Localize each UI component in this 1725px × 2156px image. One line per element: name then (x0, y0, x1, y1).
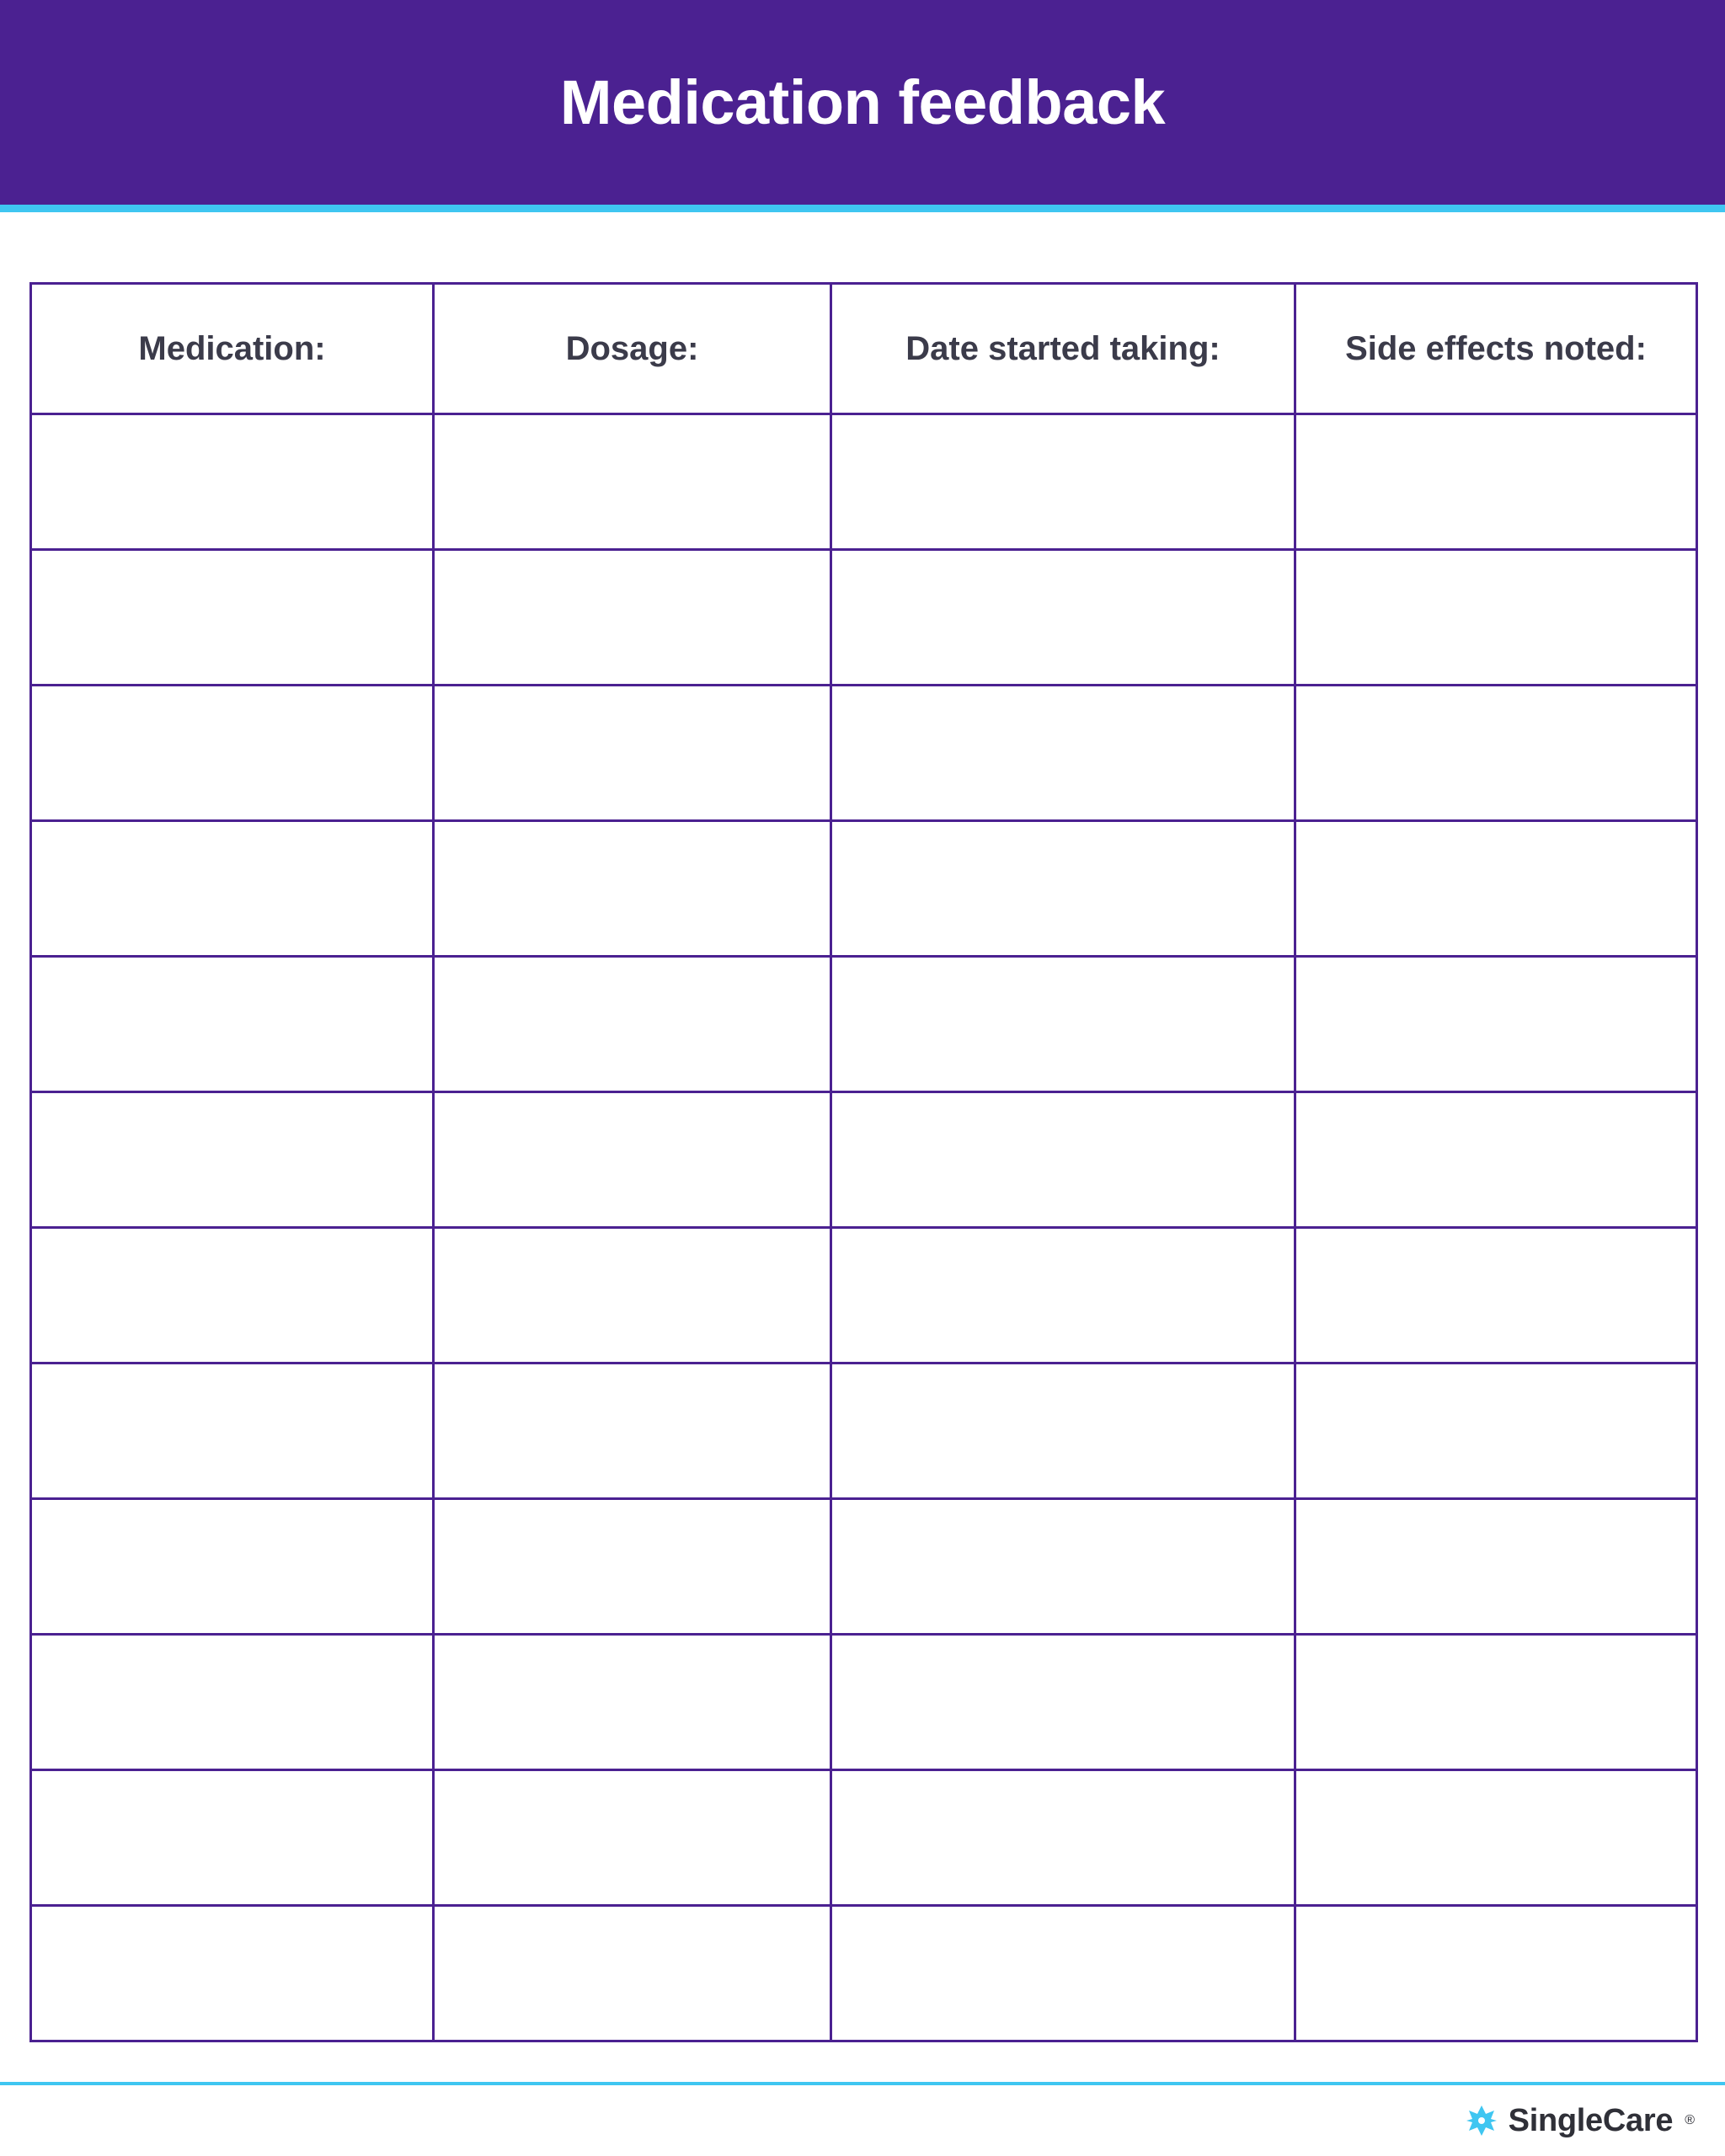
table-row (31, 821, 1697, 957)
cell-date-started[interactable] (831, 550, 1295, 686)
cell-side-effects[interactable] (1295, 1635, 1697, 1770)
cell-date-started[interactable] (831, 686, 1295, 821)
cell-medication[interactable] (31, 1364, 434, 1499)
cell-dosage[interactable] (434, 550, 831, 686)
cell-side-effects[interactable] (1295, 414, 1697, 550)
column-header-dosage: Dosage: (434, 284, 831, 414)
cell-medication[interactable] (31, 1228, 434, 1364)
table-header-row (31, 284, 1697, 414)
cell-date-started[interactable] (831, 1635, 1295, 1770)
brand-name: SingleCare (1508, 2103, 1674, 2138)
header-accent-rule (0, 205, 1725, 212)
cell-side-effects[interactable] (1295, 1906, 1697, 2041)
cell-dosage[interactable] (434, 821, 831, 957)
cell-medication[interactable] (31, 957, 434, 1092)
table-row (31, 1499, 1697, 1635)
cell-medication[interactable] (31, 1635, 434, 1770)
page-footer (0, 2085, 1725, 2156)
brand-logo (1465, 2104, 1695, 2137)
cell-dosage[interactable] (434, 1364, 831, 1499)
cell-dosage[interactable] (434, 1092, 831, 1228)
page-title: Medication feedback (559, 67, 1166, 137)
cell-date-started[interactable] (831, 1906, 1295, 2041)
cell-medication[interactable] (31, 414, 434, 550)
table-row (31, 1770, 1697, 1906)
cell-side-effects[interactable] (1295, 1770, 1697, 1906)
cell-dosage[interactable] (434, 414, 831, 550)
cell-medication[interactable] (31, 550, 434, 686)
cell-side-effects[interactable] (1295, 1092, 1697, 1228)
cell-medication[interactable] (31, 1906, 434, 2041)
column-header-medication: Medication: (31, 284, 434, 414)
medication-feedback-table (29, 282, 1698, 2042)
cell-date-started[interactable] (831, 1228, 1295, 1364)
page-header (0, 0, 1725, 205)
cell-dosage[interactable] (434, 1770, 831, 1906)
cell-date-started[interactable] (831, 1770, 1295, 1906)
cell-side-effects[interactable] (1295, 550, 1697, 686)
cell-date-started[interactable] (831, 1092, 1295, 1228)
cell-dosage[interactable] (434, 1228, 831, 1364)
table-body (31, 414, 1697, 2041)
singlecare-cross-icon (1465, 2104, 1498, 2137)
cell-side-effects[interactable] (1295, 821, 1697, 957)
table-row (31, 414, 1697, 550)
cell-dosage[interactable] (434, 1499, 831, 1635)
table-row (31, 1228, 1697, 1364)
table-row (31, 1364, 1697, 1499)
cell-dosage[interactable] (434, 1906, 831, 2041)
table-row (31, 686, 1697, 821)
cell-side-effects[interactable] (1295, 1499, 1697, 1635)
cell-side-effects[interactable] (1295, 1228, 1697, 1364)
table-row (31, 957, 1697, 1092)
cell-dosage[interactable] (434, 686, 831, 821)
cell-date-started[interactable] (831, 957, 1295, 1092)
table-row (31, 1906, 1697, 2041)
cell-date-started[interactable] (831, 1499, 1295, 1635)
table-row (31, 1635, 1697, 1770)
column-header-date-started: Date started taking: (831, 284, 1295, 414)
cell-side-effects[interactable] (1295, 1364, 1697, 1499)
medication-table-container (29, 282, 1696, 2042)
cell-medication[interactable] (31, 1770, 434, 1906)
cell-medication[interactable] (31, 1092, 434, 1228)
cell-date-started[interactable] (831, 414, 1295, 550)
brand-registered-mark: ® (1685, 2113, 1695, 2127)
cell-medication[interactable] (31, 821, 434, 957)
cell-date-started[interactable] (831, 821, 1295, 957)
cell-dosage[interactable] (434, 957, 831, 1092)
cell-date-started[interactable] (831, 1364, 1295, 1499)
column-header-side-effects: Side effects noted: (1295, 284, 1697, 414)
cell-medication[interactable] (31, 1499, 434, 1635)
table-header-row-group (31, 284, 1697, 414)
cell-medication[interactable] (31, 686, 434, 821)
table-row (31, 1092, 1697, 1228)
table-row (31, 550, 1697, 686)
cell-side-effects[interactable] (1295, 957, 1697, 1092)
cell-side-effects[interactable] (1295, 686, 1697, 821)
cell-dosage[interactable] (434, 1635, 831, 1770)
